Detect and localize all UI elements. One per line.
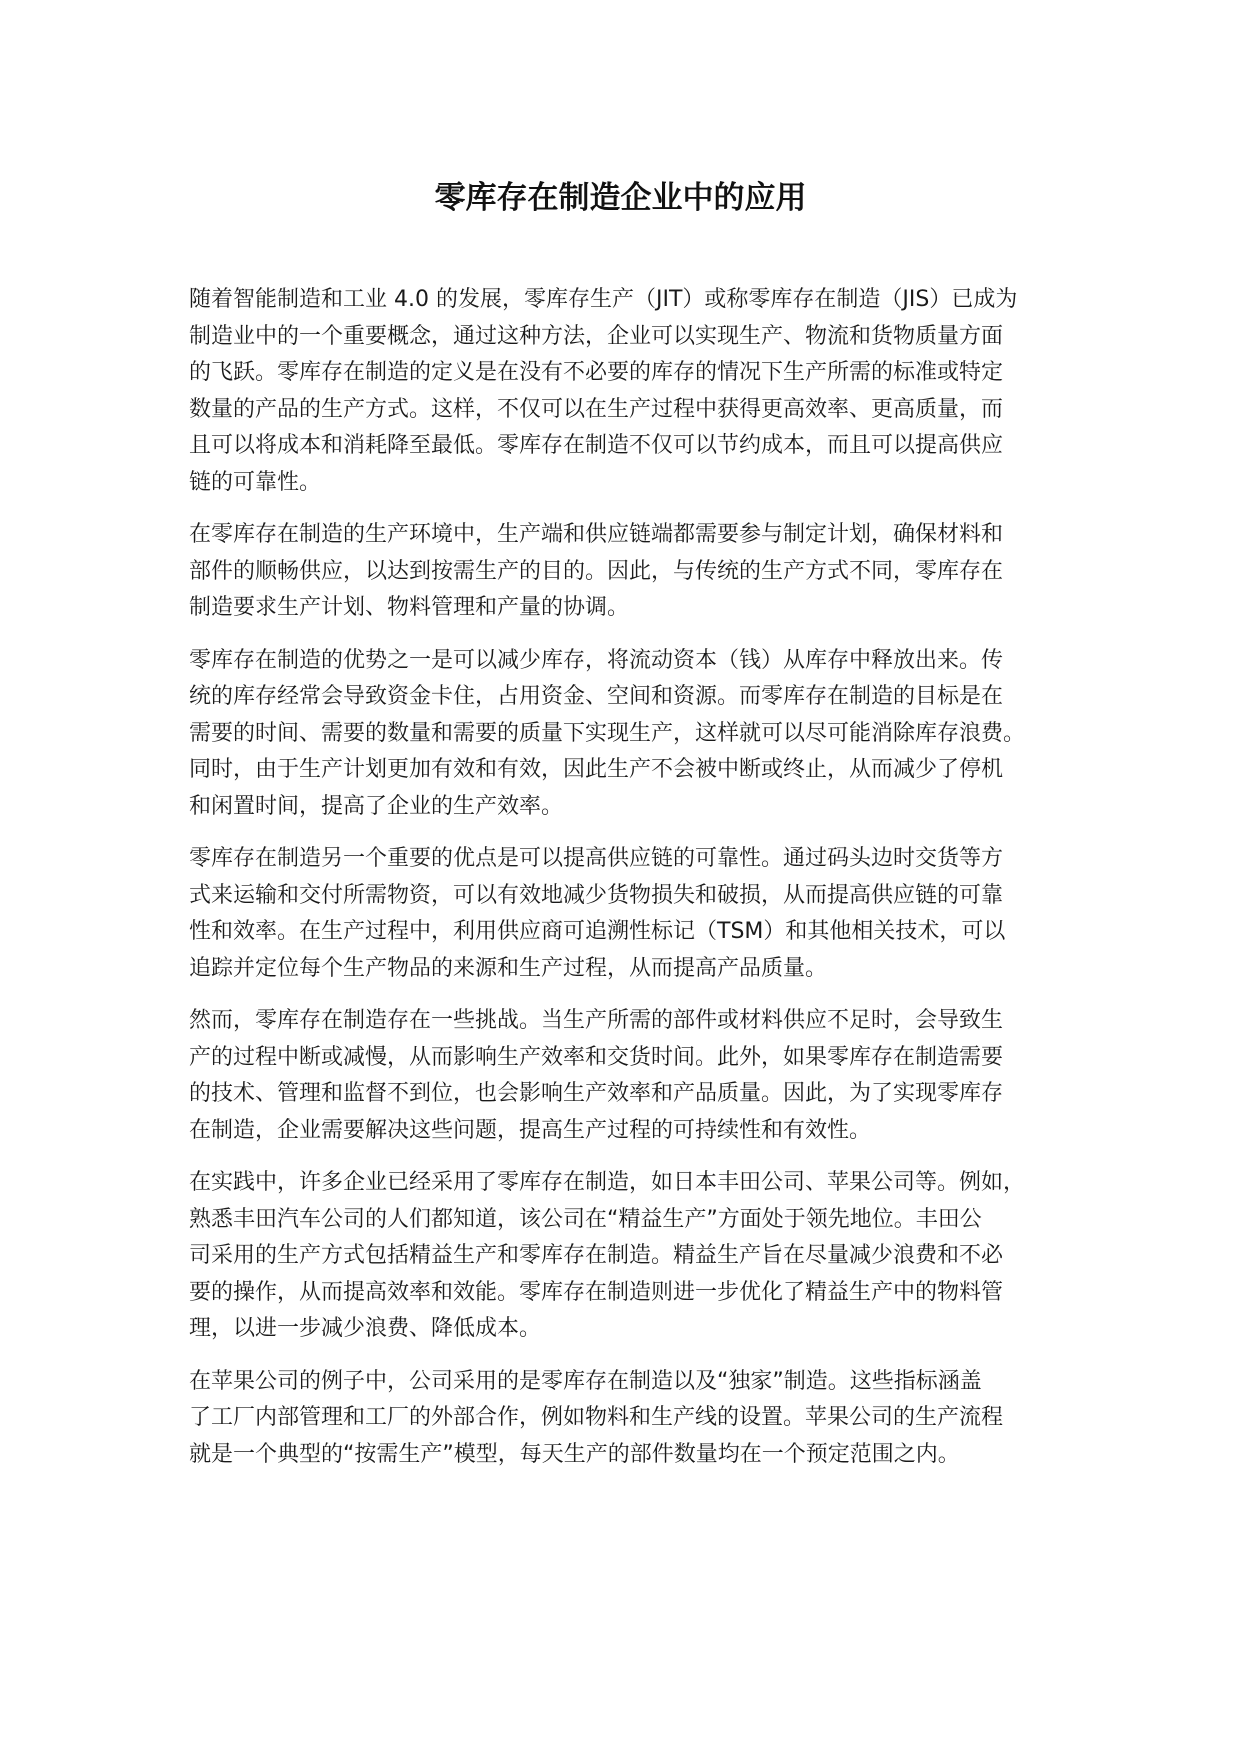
- paragraph-1: [189, 282, 1067, 501]
- text-line: 数量的产品的生产方式。这样，不仅可以在生产过程中获得更高效率、更高质量，而: [189, 396, 1004, 422]
- text-line: 了工厂内部管理和工厂的外部合作，例如物料和生产线的设置。苹果公司的生产流程: [189, 1405, 1004, 1430]
- text-line: 产的过程中断或减慢，从而影响生产效率和交货时间。此外，如果零库存在制造需要: [189, 1044, 1004, 1070]
- paragraph-5: [189, 1003, 1067, 1149]
- text-line: 制造要求生产计划、物料管理和产量的协调。: [189, 595, 630, 620]
- document-title: 零库存在制造企业中的应用: [434, 180, 807, 216]
- text-line: 性和效率。在生产过程中，利用供应商可追溯性标记（TSM）和其他相关技术，可以: [189, 919, 1006, 944]
- text-line: 在苹果公司的例子中，公司采用的是零库存在制造以及“独家”制造。这些指标涵盖: [189, 1368, 982, 1394]
- text-line: 随着智能制造和工业 4.0 的发展，零库存生产（JIT）或称零库存在制造（JIS）已成为: [189, 287, 1018, 312]
- text-line: 零库存在制造的优势之一是可以减少库存，将流动资本（钱）从库存中释放出来。传: [189, 647, 1004, 673]
- text-line: 且可以将成本和消耗降至最低。零库存在制造不仅可以节约成本，而且可以提高供应: [189, 433, 1004, 458]
- text-line: 的飞跃。零库存在制造的定义是在没有不必要的库存的情况下生产所需的标准或特定: [189, 360, 1004, 385]
- paragraph-4: [189, 841, 1067, 987]
- text-line: 链的可靠性。: [189, 469, 322, 495]
- text-line: 式来运输和交付所需物资，可以有效地减少货物损失和破损，从而提高供应链的可靠: [189, 882, 1004, 908]
- text-line: 在零库存在制造的生产环境中，生产端和供应链端都需要参与制定计划，确保材料和: [189, 522, 1004, 547]
- text-line: 要的操作，从而提高效率和效能。零库存在制造则进一步优化了精益生产中的物料管: [189, 1279, 1004, 1305]
- paragraph-6: [189, 1165, 1067, 1348]
- text-line: 熟悉丰田汽车公司的人们都知道，该公司在“精益生产”方面处于领先地位。丰田公: [189, 1206, 982, 1232]
- text-line: 制造业中的一个重要概念，通过这种方法，企业可以实现生产、物流和货物质量方面: [189, 323, 1004, 349]
- text-line: 的技术、管理和监督不到位，也会影响生产效率和产品质量。因此，为了实现零库存: [189, 1081, 1004, 1106]
- text-line: 需要的时间、需要的数量和需要的质量下实现生产，这样就可以尽可能消除库存浪费。: [189, 720, 1026, 746]
- text-line: 和闲置时间，提高了企业的生产效率。: [189, 793, 564, 819]
- text-line: 追踪并定位每个生产物品的来源和生产过程，从而提高产品质量。: [189, 955, 828, 981]
- text-line: 统的库存经常会导致资金卡住，占用资金、空间和资源。而零库存在制造的目标是在: [189, 684, 1004, 709]
- text-line: 在制造，企业需要解决这些问题，提高生产过程的可持续性和有效性。: [189, 1117, 872, 1143]
- text-line: 就是一个典型的“按需生产”模型，每天生产的部件数量均在一个预定范围之内。: [189, 1441, 960, 1467]
- text-line: 部件的顺畅供应，以达到按需生产的目的。因此，与传统的生产方式不同，零库存在: [189, 558, 1004, 584]
- document-body: [189, 282, 1067, 1489]
- text-line: 司采用的生产方式包括精益生产和零库存在制造。精益生产旨在尽量减少浪费和不必: [189, 1243, 1004, 1268]
- text-line: 在实践中，许多企业已经采用了零库存在制造，如日本丰田公司、苹果公司等。例如，: [189, 1170, 1026, 1195]
- paragraph-2: [189, 517, 1067, 627]
- paragraph-7: [189, 1364, 1067, 1474]
- text-line: 然而，零库存在制造存在一些挑战。当生产所需的部件或材料供应不足时，会导致生: [189, 1008, 1004, 1033]
- text-line: 理，以进一步减少浪费、降低成本。: [189, 1316, 542, 1341]
- text-line: 零库存在制造另一个重要的优点是可以提高供应链的可靠性。通过码头边时交货等方: [189, 846, 1004, 871]
- paragraph-3: [189, 643, 1067, 826]
- text-line: 同时，由于生产计划更加有效和有效，因此生产不会被中断或终止，从而减少了停机: [189, 757, 1004, 782]
